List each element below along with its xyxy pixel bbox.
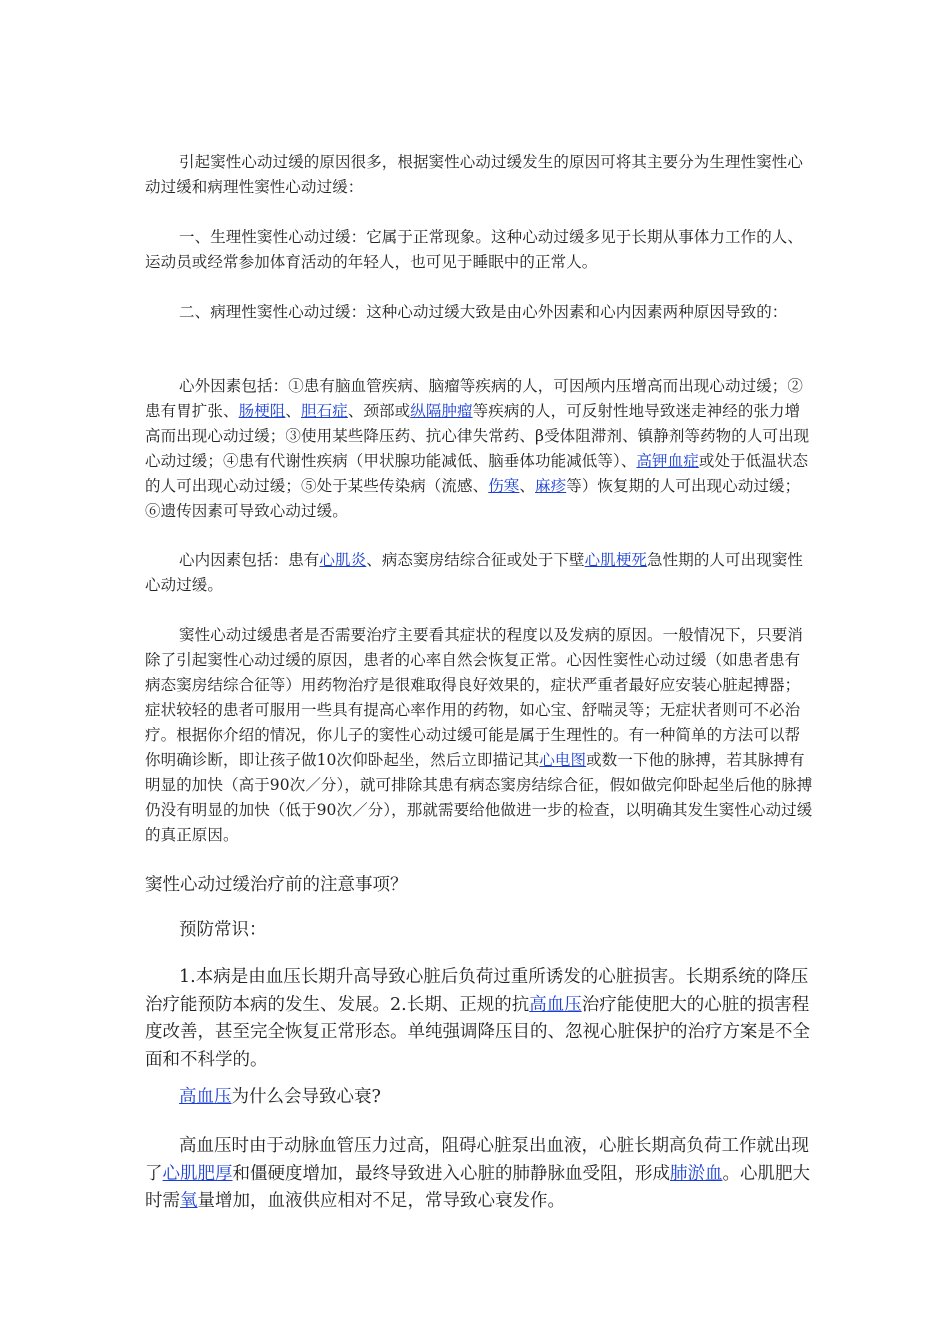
link-myocardial-infarction[interactable]: 心肌梗死 [584,551,648,569]
physiological-paragraph [145,225,813,275]
link-mediastinal-tumor[interactable]: 纵隔肿瘤 [410,402,473,420]
paragraph-text: 等疾病的人，可反射性地导致迷走神经的张力增高而出现心动过缓；③使用某些降压药、抗心律失常药、β受体阻滞剂、镇静剂等药物的人可出现心动过缓；④患有代谢性疾病（甲状腺功能减低、脑垂体功能减低等）、 [145,402,810,470]
paragraph-text: 1.本病是由血压长期升高导致心脏后负荷过重所诱发的心脏损害。长期系统的降压治疗能预防本病的发生、发展。2.长期、正规的抗 [145,967,809,1015]
precautions-heading [145,872,813,900]
link-hypertension-question[interactable]: 高血压 [179,1087,232,1107]
link-hyperkalemia[interactable]: 高钾血症 [636,452,699,470]
prevention-heading-text: 预防常识： [179,920,267,940]
paragraph-text: 和僵硬度增加，最终导致进入心脏的肺静脉血受阻，形成 [232,1163,670,1184]
paragraph-text: 为什么会导致心衰? [231,1087,381,1107]
link-pulmonary-congestion[interactable]: 肺淤血 [670,1163,723,1184]
link-electrocardiogram[interactable]: 心电图 [539,751,587,769]
paragraph-text: 。心肌肥大时需 [145,1163,810,1211]
link-intestinal-obstruction[interactable]: 肠梗阻 [238,402,286,420]
link-cholelithiasis[interactable]: 胆石症 [301,402,348,420]
link-typhoid[interactable]: 伤寒 [488,477,520,495]
paragraph-text: 、 [519,477,536,495]
paragraph-text: 等）恢复期的人可出现心动过缓；⑥遗传因素可导致心动过缓。 [145,477,801,520]
hypertension-answer-paragraph [145,1133,813,1216]
link-oxygen[interactable]: 氧 [180,1191,198,1211]
extracardiac-paragraph [145,374,813,524]
paragraph-text: 量增加，血液供应相对不足，常导致心衰发作。 [197,1191,565,1211]
pathological-paragraph [145,300,835,325]
physiological-text: 一、生理性窦性心动过缓：它属于正常现象。这种心动过缓多见于长期从事体力工作的人、运动员或经常参加体育活动的年轻人，也可见于睡眠中的正常人。 [145,228,804,271]
prevention-heading [145,917,813,945]
link-myocarditis[interactable]: 心肌炎 [319,551,367,569]
paragraph-text: 急性期的人可出现窦性心动过缓。 [145,551,804,594]
intro-text: 引起窦性心动过缓的原因很多，根据窦性心动过缓发生的原因可将其主要分为生理性窦性心动过缓和病理性窦性心动过缓： [145,153,804,196]
treatment-paragraph [145,623,813,848]
pathological-text: 二、病理性窦性心动过缓：这种心动过缓大致是由心外因素和心内因素两种原因导致的： [179,303,788,321]
hypertension-question [145,1084,813,1112]
paragraph-text: 、病态窦房结综合征或处于下壁 [366,551,585,569]
link-measles[interactable]: 麻疹 [535,477,567,495]
paragraph-text: 高血压时由于动脉血管压力过高，阻碍心脏泵出血液，心脏长期高负荷工作就出现了 [145,1136,809,1184]
paragraph-text: 、颈部或 [347,402,411,420]
paragraph-text: 或数一下他的脉搏，若其脉搏有明显的加快（高于90次／分），就可排除其患有病态窦房结综合征，假如做完仰卧起坐后他的脉搏仍没有明显的加快（低于90次／分），那就需要给他做进一步的检查，以明确其发生窦性心动过缓的真正原因。 [145,751,813,844]
paragraph-text: 心内因素包括：患有 [179,551,320,569]
prevention-paragraph [145,964,813,1074]
intro-paragraph [145,150,813,200]
intracardiac-paragraph [145,548,813,598]
paragraph-text: 治疗能使肥大的心脏的损害程度改善，甚至完全恢复正常形态。单纯强调降压目的、忽视心脏保护的治疗方案是不全面和不科学的。 [145,994,810,1070]
paragraph-text: 或处于低温状态的人可出现心动过缓；⑤处于某些传染病（流感、 [145,452,809,495]
paragraph-text: 窦性心动过缓患者是否需要治疗主要看其症状的程度以及发病的原因。一般情况下，只要消除了引起窦性心动过缓的原因，患者的心率自然会恢复正常。心因性窦性心动过缓（如患者患有病态窦房结综合征等）用药物治疗是很难取得良好效果的，症状严重者最好应安装心脏起搏器；症状较轻的患者可服用一些具有提高心率作用的药物，如心宝、舒喘灵等；无症状者则可不必治疗。根据你介绍的情况，你儿子的窦性心动过缓可能是属于生理性的。有一种简单的方法可以帮你明确诊断，即让孩子做10次仰卧起坐，然后立即描记其 [145,626,804,769]
paragraph-text: 、 [285,402,302,420]
precautions-heading-text: 窦性心动过缓治疗前的注意事项？ [145,875,408,895]
paragraph-text: 心外因素包括：①患有脑血管疾病、脑瘤等疾病的人，可因颅内压增高而出现心动过缓；②患有胃扩张、 [145,377,804,420]
link-myocardial-hypertrophy[interactable]: 心肌肥厚 [162,1163,233,1184]
link-hypertension[interactable]: 高血压 [529,994,582,1015]
